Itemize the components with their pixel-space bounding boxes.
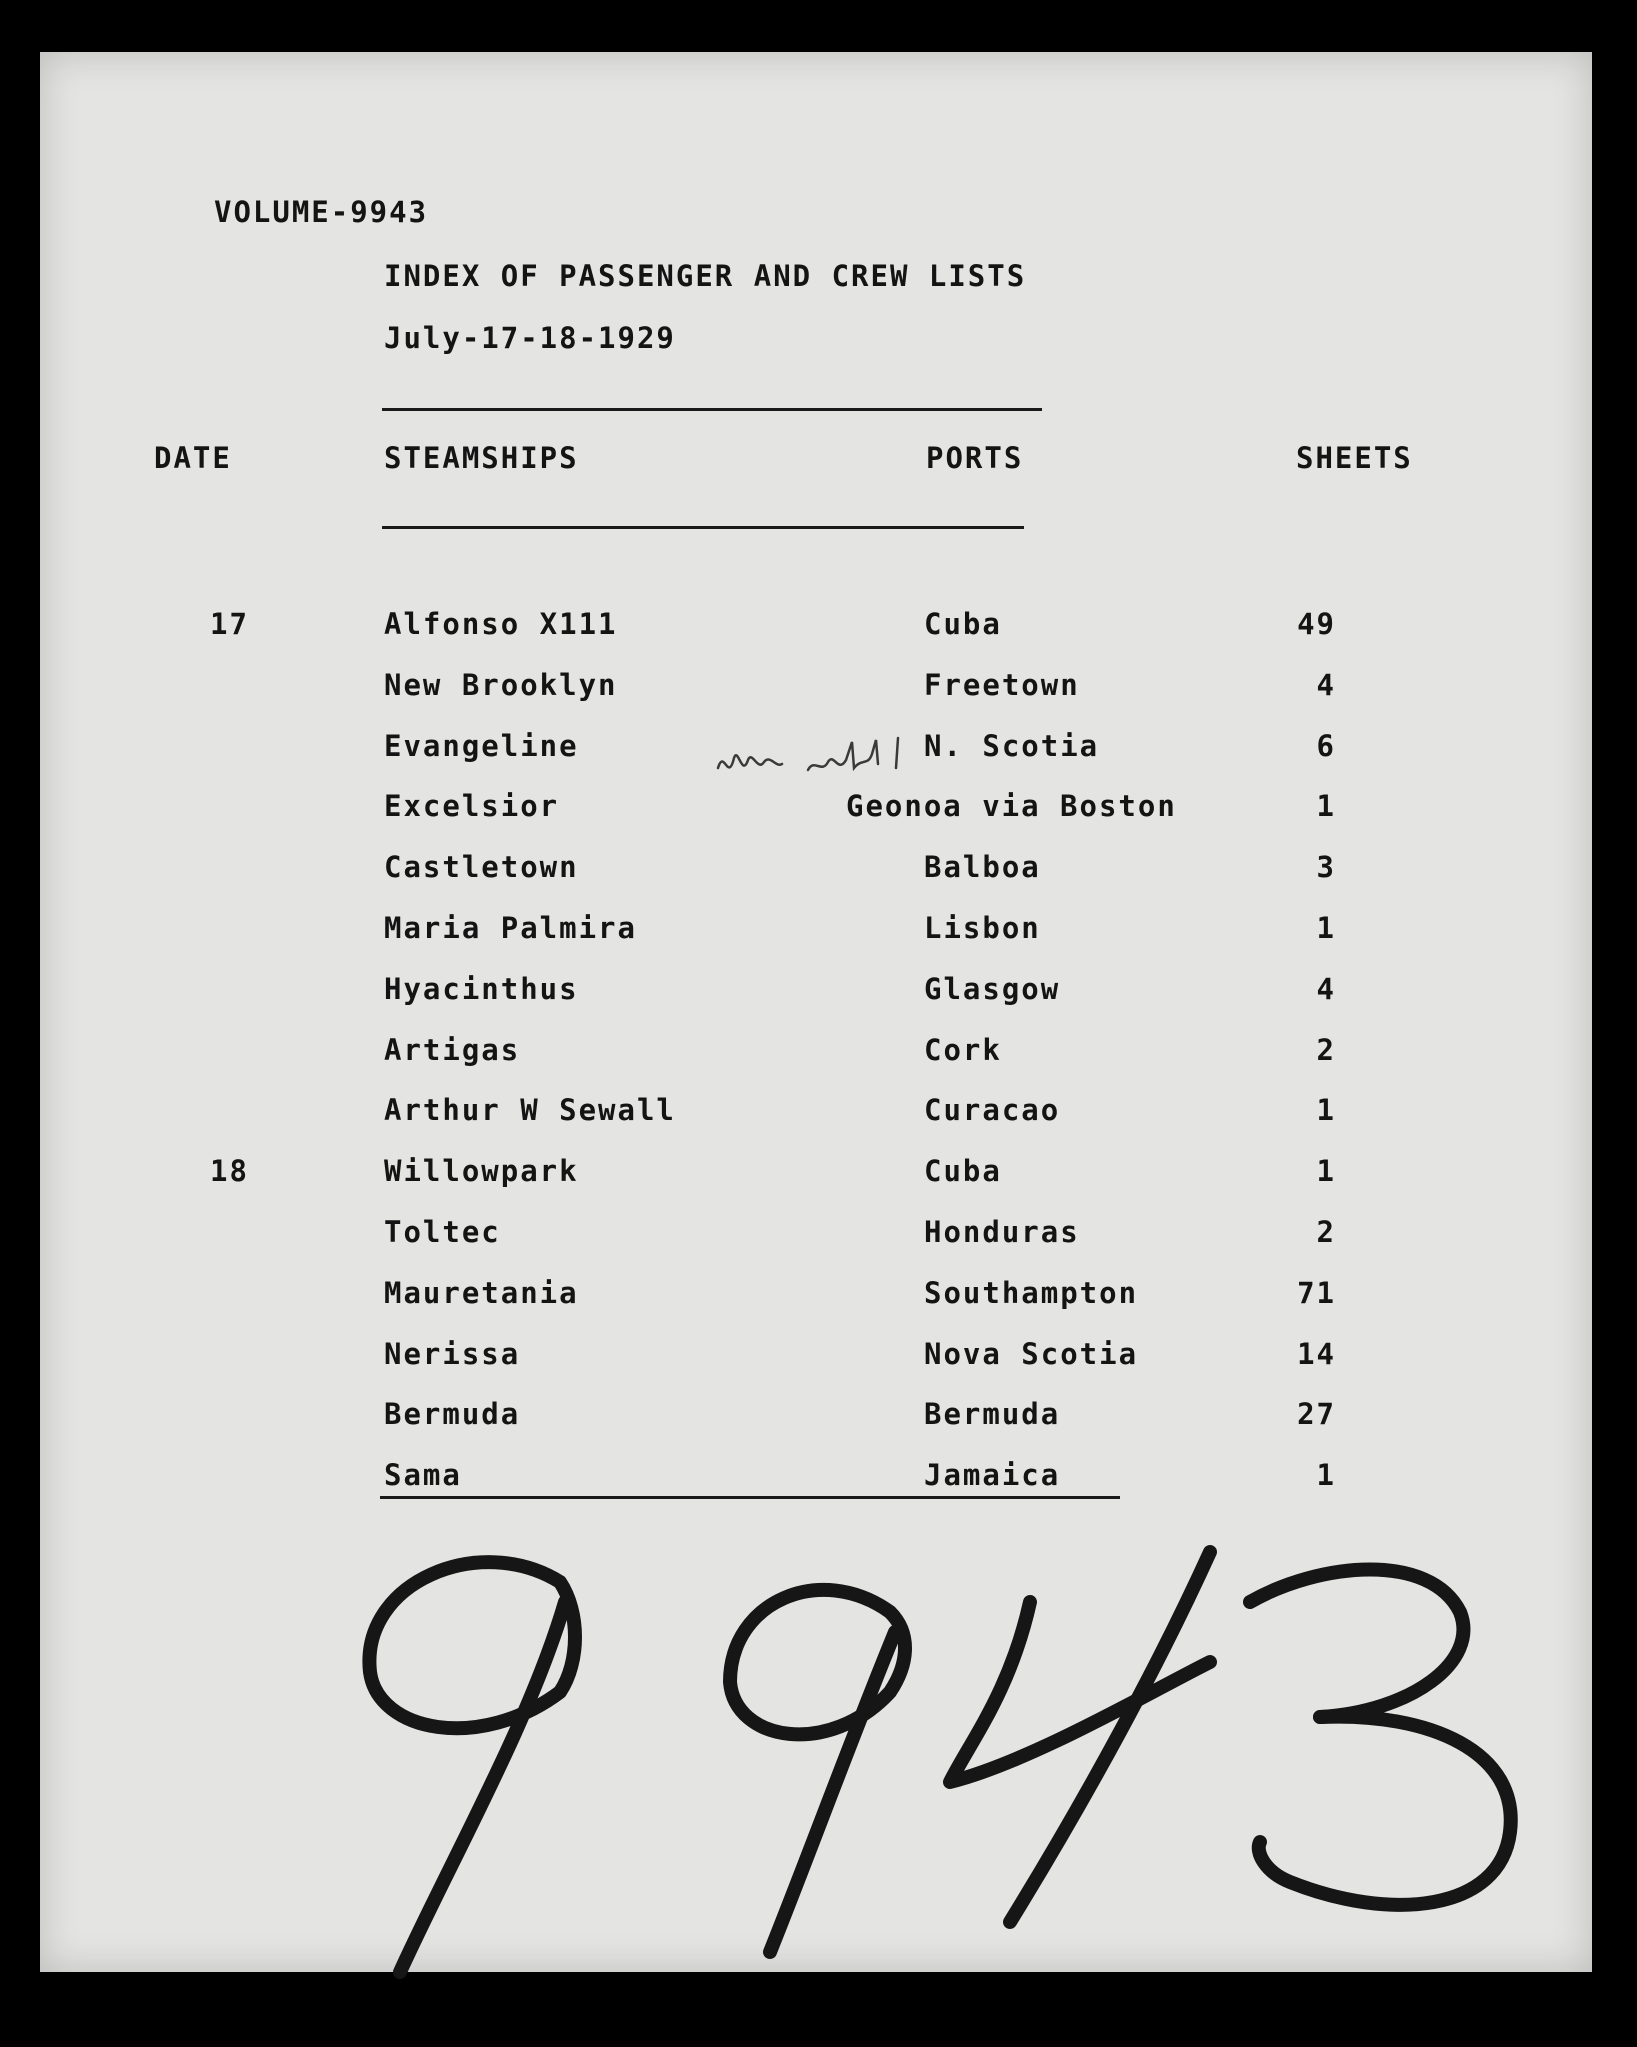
date-range: July-17-18-1929 xyxy=(384,321,676,355)
row-sheets: 1 xyxy=(1316,1154,1336,1188)
column-header-date: DATE xyxy=(154,441,232,475)
column-header-ports: PORTS xyxy=(926,441,1024,475)
row-port: Bermuda xyxy=(924,1397,1061,1431)
row-steamship: Arthur W Sewall xyxy=(384,1093,676,1127)
row-port: Balboa xyxy=(924,850,1041,884)
row-port: Curacao xyxy=(924,1093,1061,1127)
document-page xyxy=(40,52,1592,1972)
row-sheets: 14 xyxy=(1297,1337,1336,1371)
row-steamship: Maria Palmira xyxy=(384,911,637,945)
row-steamship: Castletown xyxy=(384,850,579,884)
row-port: Freetown xyxy=(924,668,1080,702)
handwritten-volume-number xyxy=(330,1542,1530,1982)
header-rule-bottom xyxy=(382,526,1024,529)
row-port: Cuba xyxy=(924,607,1002,641)
row-date: 18 xyxy=(210,1154,249,1188)
row-sheets: 4 xyxy=(1316,972,1336,1006)
row-steamship: Hyacinthus xyxy=(384,972,579,1006)
volume-label: VOLUME-9943 xyxy=(214,195,429,229)
row-steamship: Artigas xyxy=(384,1033,521,1067)
row-sheets: 71 xyxy=(1297,1276,1336,1310)
column-header-steamships: STEAMSHIPS xyxy=(384,441,579,475)
row-sheets: 27 xyxy=(1297,1397,1336,1431)
row-sheets: 1 xyxy=(1316,1458,1336,1492)
row-port: Lisbon xyxy=(924,911,1041,945)
row-steamship: Sama xyxy=(384,1458,462,1492)
row-sheets: 4 xyxy=(1316,668,1336,702)
row-sheets: 1 xyxy=(1316,911,1336,945)
row-date: 17 xyxy=(210,607,249,641)
row-steamship: Evangeline xyxy=(384,729,579,763)
row-port: Southampton xyxy=(924,1276,1139,1310)
row-steamship: New Brooklyn xyxy=(384,668,618,702)
header-rule-top xyxy=(382,408,1042,411)
row-port: Cork xyxy=(924,1033,1002,1067)
row-steamship: Alfonso X111 xyxy=(384,607,618,641)
row-steamship: Nerissa xyxy=(384,1337,521,1371)
row-sheets: 49 xyxy=(1297,607,1336,641)
row-sheets: 1 xyxy=(1316,1093,1336,1127)
row-port: Honduras xyxy=(924,1215,1080,1249)
row-sheets: 2 xyxy=(1316,1033,1336,1067)
row-port: Geonoa via Boston xyxy=(846,789,1177,823)
row-steamship: Willowpark xyxy=(384,1154,579,1188)
row-sheets: 1 xyxy=(1316,789,1336,823)
row-port: Cuba xyxy=(924,1154,1002,1188)
row-port: Glasgow xyxy=(924,972,1061,1006)
row-steamship: Excelsior xyxy=(384,789,560,823)
row-port: N. Scotia xyxy=(924,729,1100,763)
row-port: Nova Scotia xyxy=(924,1337,1139,1371)
column-header-sheets: SHEETS xyxy=(1296,441,1413,475)
row-sheets: 6 xyxy=(1316,729,1336,763)
document-title: INDEX OF PASSENGER AND CREW LISTS xyxy=(384,259,1027,293)
row-sheets: 2 xyxy=(1316,1215,1336,1249)
handwritten-annotation xyxy=(712,728,922,808)
row-steamship: Toltec xyxy=(384,1215,501,1249)
footer-rule xyxy=(380,1496,1120,1499)
row-port: Jamaica xyxy=(924,1458,1061,1492)
row-sheets: 3 xyxy=(1316,850,1336,884)
row-steamship: Bermuda xyxy=(384,1397,521,1431)
row-steamship: Mauretania xyxy=(384,1276,579,1310)
